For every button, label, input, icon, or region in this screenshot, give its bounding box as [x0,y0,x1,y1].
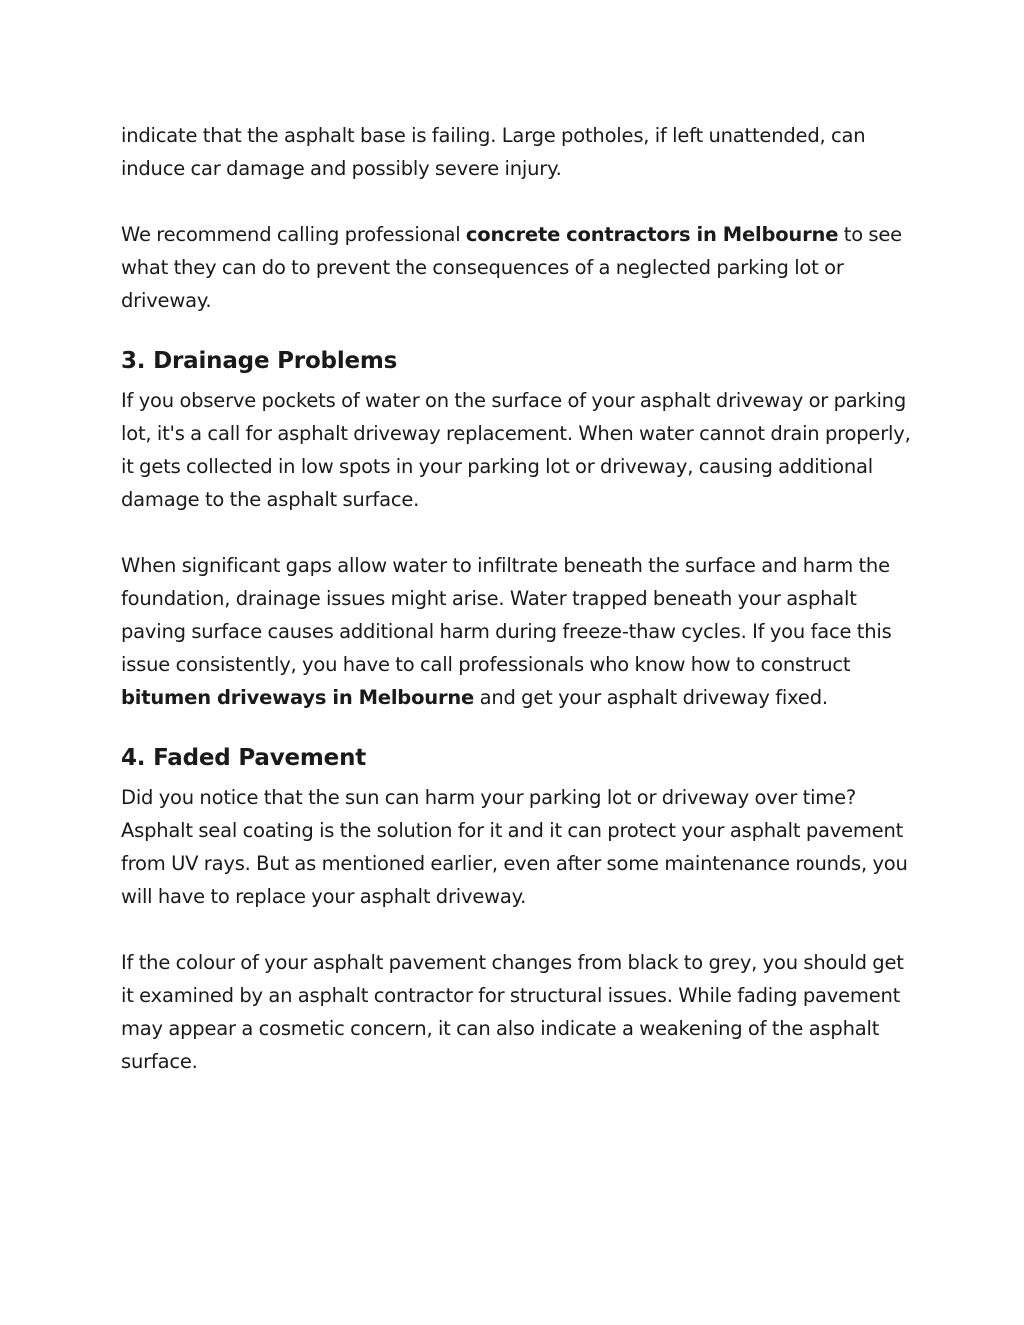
heading-faded-pavement: 4. Faded Pavement [121,745,367,771]
keyword-bitumen-driveways: bitumen driveways in Melbourne [121,686,475,709]
paragraph-asphalt-base [121,119,911,185]
keyword-concrete-contractors: concrete contractors in Melbourne [465,223,839,246]
paragraph-text: If you observe pockets of water on the surface of your asphalt driveway or parking lot, it's a call for asphalt driveway replacement. When water cannot drain properly, it gets collected in low spots in your parking lot or driveway, causing additional damage to the asphalt surface. [121,389,911,511]
paragraph-text: We recommend calling professional [121,223,466,246]
paragraph-text: Did you notice that the sun can harm your parking lot or driveway over time? Asphalt seal coating is the solution for it and it can protect your asphalt pavement from UV rays. But as mentioned earlier, even after some maintenance rounds, you will have to replace your asphalt driveway. [121,786,908,908]
paragraph-text: indicate that the asphalt base is failing. Large potholes, if left unattended, can induce car damage and possibly severe injury. [121,124,866,180]
paragraph-text: If the colour of your asphalt pavement changes from black to grey, you should get it examined by an asphalt contractor for structural issues. While fading pavement may appear a cosmetic concern, it can also indicate a weakening of the asphalt surface. [121,951,904,1073]
document-body [121,119,911,1078]
paragraph-text: and get your asphalt driveway fixed. [474,686,828,709]
paragraph-text: to see what they can do to prevent the consequences of a neglected parking lot or driveway. [121,223,902,312]
paragraph-sun-damage [121,781,911,913]
paragraph-water-pockets [121,384,911,516]
paragraph-colour-change [121,946,911,1078]
paragraph-drainage-issues [121,549,911,714]
paragraph-text: When significant gaps allow water to infiltrate beneath the surface and harm the foundation, drainage issues might arise. Water trapped beneath your asphalt paving surface causes additional harm during freeze-thaw cycles. If you face this issue consistently, you have to call professionals who know how to construct [121,554,892,676]
paragraph-recommendation [121,218,911,317]
heading-drainage-problems: 3. Drainage Problems [121,348,398,374]
